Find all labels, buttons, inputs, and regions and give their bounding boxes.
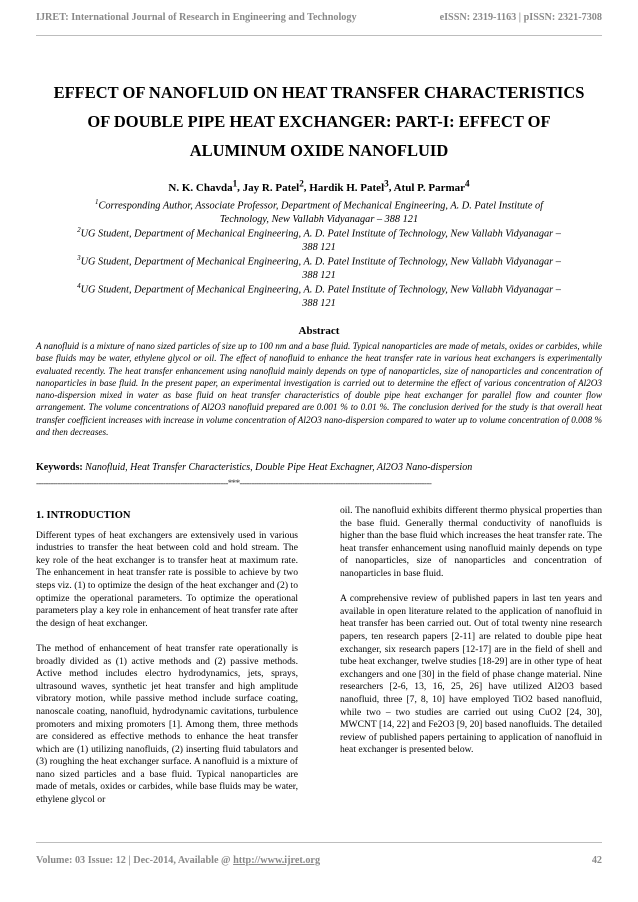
title-line: EFFECT OF NANOFLUID ON HEAT TRANSFER CHARACTERISTICS bbox=[53, 83, 585, 102]
author: Jay R. Patel$^2$ bbox=[242, 178, 304, 194]
section-heading: 1. INTRODUCTION bbox=[36, 510, 131, 521]
affiliation: $^4$UG Student, Department of Mechanical Engineering, A. D. Patel Institute of Technology, New Vallabh Vidyanagar – 388 121 bbox=[77, 282, 561, 309]
right-column bbox=[340, 505, 602, 769]
header-rule bbox=[36, 35, 602, 36]
footer-volume: Volume: 03 Issue: 12 | Dec-2014, Available @ http://www.ijret.org bbox=[36, 855, 321, 866]
paper-title bbox=[36, 78, 602, 165]
journal-name: IJRET: International Journal of Research in Engineering and Technology bbox=[36, 12, 357, 23]
page-number: 42 bbox=[591, 855, 602, 866]
paragraph: Different types of heat exchangers are extensively used in various industries to transfer the heat between cold and hold stream. The key role of the heat exchanger is to transfer heat at maximum rate. The enhancement in heat transfer rate is possible to achieve by two steps viz. (1) to optimize the design of the heat exchanger and (2) to optimize the operational parameters. To optimize the operational parameters play a key role in enhancement of heat transfer rate after the design of heat exchanger. bbox=[36, 529, 298, 629]
author: N. K. Chavda$^1$ bbox=[168, 178, 238, 194]
author: Atul P. Parmar$^4$ bbox=[393, 178, 470, 194]
affiliation: $^2$UG Student, Department of Mechanical Engineering, A. D. Patel Institute of Technology, New Vallabh Vidyanagar – 388 121 bbox=[77, 226, 561, 253]
affiliation: $^3$UG Student, Department of Mechanical Engineering, A. D. Patel Institute of Technology, New Vallabh Vidyanagar – 388 121 bbox=[77, 254, 561, 281]
left-column bbox=[36, 510, 298, 819]
paragraph: oil. The nanofluid exhibits different thermo physical properties than the base fluid. Generally thermal conductivity of nanofluids is higher than the base fluid which increases the heat transfer rate. The heat transfer enhancement using nanofluid mainly depends on type of nanoparticles, size of nanoparticles and concentration of nanoparticles in base fluid. bbox=[340, 505, 602, 579]
keywords-label: Keywords: bbox=[36, 462, 83, 473]
title-line: ALUMINUM OXIDE NANOFLUID bbox=[189, 141, 449, 160]
keywords-text: Nanofluid, Heat Transfer Characteristics, Double Pipe Heat Exchagner, Al2O3 Nano-dispersion bbox=[85, 462, 473, 473]
paragraph: The method of enhancement of heat transfer rate operationally is broadly divided as (1) active methods and (2) passive methods. Active method includes electro hydrodynamics, jets, sprays, ultrasound waves, synthetic jet heat transfer and high amplitude vibratory motion, while passive method include surface coating, nanoscale coating, nanofluid, hydrodynamic cavitations, turbulence promoters and mixing promoters [1]. Among them, three methods are considered as effective methods to enhance the heat transfer which are (1) utilizing nanofluids, (2) inserting fluid tabulators and (3) roughing the heat exchanger surface. A nanofluid is a mixture of nano sized particles and a base fluid. Typical nanoparticles are made of metals, oxides or carbides, while base fluids may be water, ethylene glycol or bbox=[36, 642, 298, 806]
affiliation: $^1$Corresponding Author, Associate Professor, Department of Mechanical Engineering, A. D. Patel Institute of Technology, New Vallabh Vidyanagar – 388 121 bbox=[94, 198, 544, 225]
title-line: OF DOUBLE PIPE HEAT EXCHANGER: PART-I: EFFECT OF bbox=[87, 112, 551, 131]
section-separator: --------------------------------------------------------------------------------***-------------------------------------------------------------------------------- bbox=[36, 478, 432, 488]
running-head bbox=[36, 12, 602, 23]
footer-rule bbox=[36, 842, 602, 843]
abstract-heading: Abstract bbox=[298, 325, 340, 337]
abstract-text: A nanofluid is a mixture of nano sized particles of size up to 100 nm and a base fluid. Typical nanoparticles are made of metals, oxides or carbides, while base fluids may be water, ethylene glycol or oil. The effect of nanofluid to enhance the heat transfer rate in various heat exchangers is experimentally evaluated recently. The heat transfer enhancement using nanofluid mainly depends on type of nanoparticles, size of nanoparticles and concentration of nanoparticles in base fluid. In the present paper, an experimental investigation is carried out to determine the effect of various concentration of Al2O3 nano-dispersion mixed in water as base fluid on heat transfer characteristics of double pipe heat exchanger for parallel flow and counter flow arrangement. The volume concentrations of Al2O3 nanofluid prepared are 0.001 % to 0.01 %. The conclusion derived for the study is that overall heat transfer coefficient increases with increase in volume concentration of Al2O3 nano-dispersion compared to water up to volume concentration of 0.008 % and then decreases. bbox=[36, 341, 602, 438]
page-footer bbox=[36, 855, 602, 866]
keywords bbox=[36, 462, 602, 473]
paragraph: A comprehensive review of published papers in last ten years and available in open literature related to the application of nanofluid in heat transfer has been carried out. Out of total twenty nine research papers, ten research papers [2-11] are related to double pipe heat exchanger, six research papers [12-17] are in the field of shell and tube heat exchanger, twelve studies [18-29] are in other type of heat exchangers and one [30] in the field of phase change material. Nine researchers [2-6, 13, 16, 25, 26] have utilized Al2O3 based nanofluid, three [7, 8, 10] have employed TiO2 based nanofluid, while two – two studies are carried out using CuO2 [24, 30], MWCNT [14, 22] and Fe2O3 [9, 20] based nanofluids. The detailed review of published papers pertaining to application of nanofluid in heat exchanger is presented below. bbox=[340, 593, 602, 756]
issn: eISSN: 2319-1163 | pISSN: 2321-7308 bbox=[439, 12, 602, 23]
author-list: N. K. Chavda$^1$, Jay R. Patel$^2$, Hardik H. Patel$^3$, Atul P. Parmar$^4$ bbox=[168, 178, 470, 194]
author: Hardik H. Patel$^3$ bbox=[309, 178, 389, 194]
journal-link[interactable]: http://www.ijret.org bbox=[233, 855, 321, 866]
